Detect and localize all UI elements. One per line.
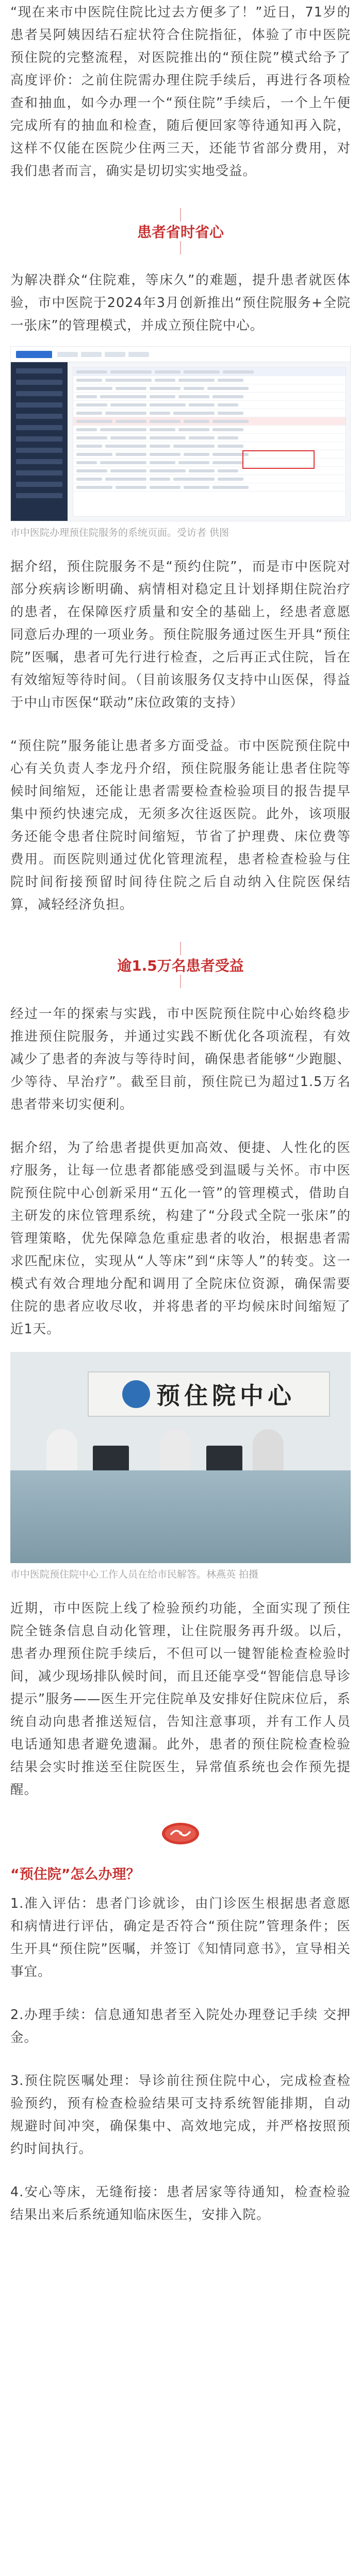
center-sign (88, 1371, 330, 1417)
divider-line (180, 942, 181, 955)
howto-step: 4.安心等床，无缝衔接：患者居家等待通知，检查检验结果出来后系统通知临床医生，安排入院。 (10, 2184, 351, 2223)
paragraph-intro: “现在来市中医院住院比过去方便多了！”近日，71岁的患者吴阿姨因结石症状符合住院指征，体验了市中医院预住院的完整流程，对医院推出的“预住院”模式给予了高度评价：之前住院需办理住院手续后，再进行各项检查和抽血，如今办理一个“预住院”手续后，一个上午便完成所有的抽血和检查，随后便回家等待通知再入院，这样不仅能在医院少住两三天，还能节省部分费用，对我们患者而言，确实是切切实实地受益。 (10, 5, 351, 179)
hospital-logo-icon (122, 1380, 150, 1408)
paragraph: 经过一年的探索与实践，市中医院预住院中心始终稳步推进预住院服务，并通过实践不断优化各项流程，有效减少了患者的奔波与等待时间，确保患者能够“少跑腿、少等待、早治疗”。截至目前，预住院已为超过1.5万名患者带来切实便利。 (10, 1006, 351, 1112)
highlight-box (242, 450, 315, 469)
paragraph: 据介绍，为了给患者提供更加高效、便捷、人性化的医疗服务，让每一位患者都能感受到温暖与关怀。市中医院预住院中心创新采用“五化一管”的管理模式，借助自主研发的床位管理系统，构建了“分段式全院一张床”的管理策略，优先保障急危重症患者的收治，根据患者需求匹配床位，实现从“人等床”到“床等人”的转变。这一模式有效合理地分配和调用了全院床位资源，确保需要住院的患者应收尽收，并将患者的平均候床时间缩短了近1天。 (10, 1140, 351, 1337)
divider-line (180, 975, 181, 988)
divider-line (180, 208, 181, 222)
section-title: 逾1.5万名患者受益 (117, 957, 244, 974)
photo-preadmission-center (10, 1352, 351, 1563)
howto-step: 3.预住院医嘱处理：导诊前往预住院中心，完成检查检验预约，预有检查检验结果可支持系统智能排期，自动规避时间冲突，确保集中、高效地完成，并严格按照预约时间执行。 (10, 2073, 351, 2157)
paragraph: “预住院”服务能让患者多方面受益。市中医院预住院中心有关负责人李龙丹介绍，预住院服务能让患者住院等候时间缩短，还能让患者需要检查检验项目的报告提早集中预约快速完成，无须多次往返医院。此外，该项服务还能令患者住院时间缩短，节省了护理费、床位费等费用。而医院则通过优化管理流程，患者检查检验与住院时间衔接预留时间待住院之后自动纳入住院医保结算，减轻经济负担。 (10, 738, 351, 912)
image-caption: 市中医院预住院中心工作人员在给市民解答。林燕英 拍摄 (10, 1569, 259, 1580)
logo-divider (0, 1822, 361, 1848)
paragraph: 为解决群众“住院难，等床久”的难题，提升患者就医体验，市中医院于2024年3月创新推出“预住院服务+全院一张床”的管理模式，并成立预住院中心。 (10, 273, 351, 333)
section-header-1 (0, 208, 361, 255)
system-screenshot-image (10, 346, 351, 521)
paragraph: 据介绍，预住院服务不是“预约住院”，而是市中医院对部分疾病诊断明确、病情相对稳定且计划择期住院治疗的患者，在保障医疗质量和安全的基础上，经患者意愿同意后办理的一项业务。预住院服务通过医生开具“预住院”医嘱，患者可先行进行检查，之后再正式住院，旨在有效缩短等待时间。（目前该服务仅支持中山医保，得益于中山市医保“联动”床位政策的支持） (10, 559, 351, 710)
divider-line (180, 241, 181, 255)
brand-badge-icon (161, 1822, 200, 1845)
howto-step: 2.办理手续：信息通知患者至入院处办理登记手续 交押金。 (10, 2007, 351, 2045)
image-caption: 市中医院办理预住院服务的系统页面。受访者 供图 (10, 527, 229, 538)
paragraph: 近期，市中医院上线了检验预约功能，全面实现了预住院全链条信息自动化管理，让住院服务再升级。以后，患者办理预住院手续后，不但可以一键智能检查检验时间，减少现场排队候时间，而且还能享受“智能信息导诊提示”服务——医生开完住院单及安排好住院床位后，系统自动向患者推送短信，告知注意事项，并有工作人员电话通知患者避免遗漏。此外，患者的预住院检查检验结果会实时推送至住院医生，异常值系统也会作预先提醒。 (10, 1601, 351, 1798)
section-title: 患者省时省心 (137, 224, 224, 241)
howto-step: 1.准入评估：患者门诊就诊，由门诊医生根据患者意愿和病情进行评估，确定是否符合“预住院”管理条件；医生开具“预住院”医嘱，并签订《知情同意书》，宣导相关事宜。 (10, 1896, 351, 1979)
howto-title: “预住院”怎么办理？ (10, 1867, 140, 1883)
sign-text: 预住院中心 (156, 1382, 296, 1410)
section-header-2 (0, 942, 361, 988)
article (0, 1, 361, 2273)
